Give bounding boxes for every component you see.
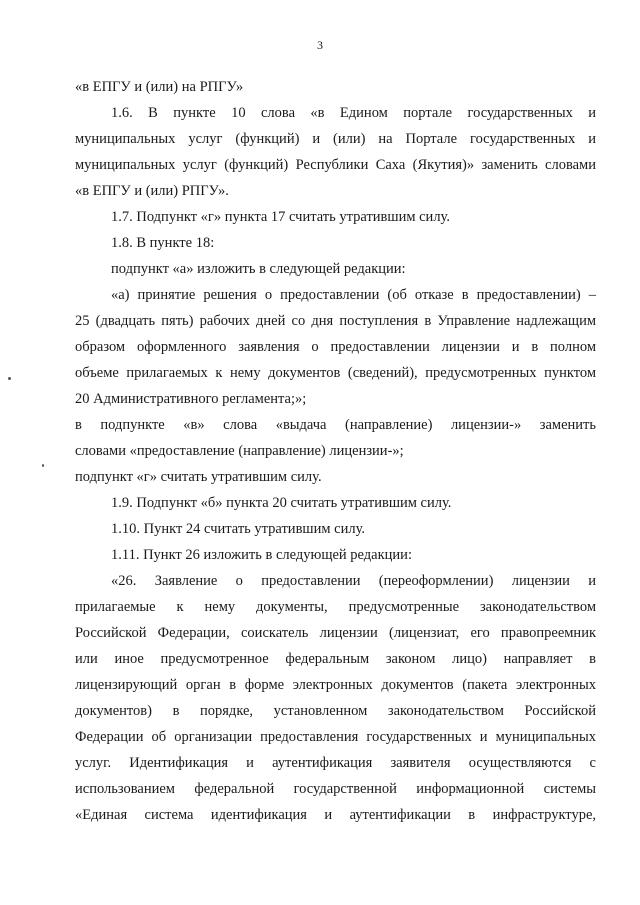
- page-number: 3: [317, 38, 323, 52]
- document-line: 1.10. Пункт 24 считать утратившим силу.: [111, 521, 365, 537]
- document-line: 1.7. Подпункт «г» пункта 17 считать утратившим силу.: [111, 209, 450, 225]
- document-line: Российской Федерации, соискатель лицензии (лицензиат, его правопреемник: [75, 625, 596, 641]
- document-line: «в ЕПГУ и (или) на РПГУ»: [75, 79, 244, 95]
- document-line: 20 Административного регламента;»;: [75, 391, 307, 407]
- document-line: использованием федеральной государственной информационной системы: [75, 781, 596, 797]
- document-line: «в ЕПГУ и (или) РПГУ».: [75, 183, 229, 199]
- document-line: объеме прилагаемых к нему документов (сведений), предусмотренных пунктом: [75, 365, 596, 381]
- document-line: Федерации об организации предоставления государственных и муниципальных: [75, 729, 596, 745]
- document-line: документов) в порядке, установленном законодательством Российской: [75, 703, 596, 719]
- document-line: 1.6. В пункте 10 слова «в Едином портале государственных и: [111, 105, 596, 121]
- document-line: 25 (двадцать пять) рабочих дней со дня поступления в Управление надлежащим: [75, 313, 596, 329]
- document-line: подпункт «г» считать утратившим силу.: [75, 469, 322, 485]
- document-line: или иное предусмотренное федеральным законом лицо) направляет в: [75, 651, 596, 667]
- document-line: «а) принятие решения о предоставлении (об отказе в предоставлении) –: [111, 287, 596, 303]
- document-line: «26. Заявление о предоставлении (переоформлении) лицензии и: [111, 573, 596, 589]
- scan-speck: [8, 377, 11, 380]
- document-line: 1.11. Пункт 26 изложить в следующей редакции:: [111, 547, 412, 563]
- document-line: прилагаемые к нему документы, предусмотренные законодательством: [75, 599, 596, 615]
- document-line: образом оформленного заявления о предоставлении лицензии и в полном: [75, 339, 596, 355]
- document-line: 1.8. В пункте 18:: [111, 235, 215, 251]
- document-line: подпункт «а» изложить в следующей редакции:: [111, 261, 406, 277]
- scan-speck: [42, 464, 44, 467]
- document-line: муниципальных услуг (функций) Республики Саха (Якутия)» заменить словами: [75, 157, 596, 173]
- document-line: услуг. Идентификация и аутентификация заявителя осуществляются с: [75, 755, 596, 771]
- document-line: лицензирующий орган в форме электронных документов (пакета электронных: [75, 677, 596, 693]
- document-line: словами «предоставление (направление) лицензии-»;: [75, 443, 404, 459]
- document-line: «Единая система идентификация и аутентификации в инфраструктуре,: [75, 807, 596, 823]
- document-line: в подпункте «в» слова «выдача (направление) лицензии-» заменить: [75, 417, 596, 433]
- document-line: 1.9. Подпункт «б» пункта 20 считать утратившим силу.: [111, 495, 452, 511]
- document-body: [75, 74, 596, 828]
- document-line: муниципальных услуг (функций) и (или) на Портале государственных и: [75, 131, 596, 147]
